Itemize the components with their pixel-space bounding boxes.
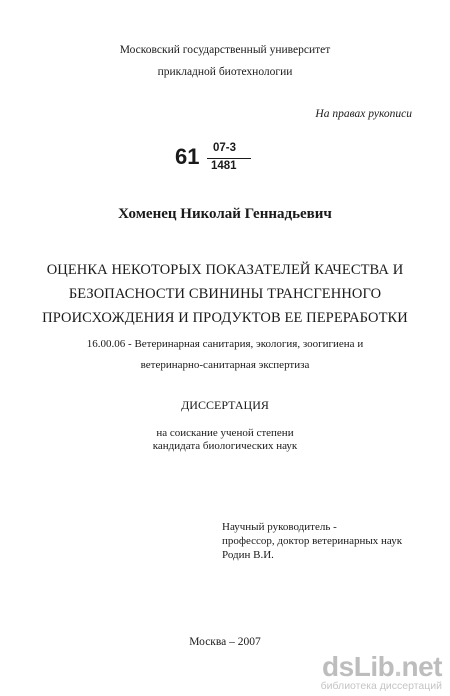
catalog-number-denominator: 1481 — [211, 160, 237, 172]
dslib-logo — [321, 652, 442, 682]
title-line-3: ПРОИСХОЖДЕНИЯ И ПРОДУКТОВ ЕЕ ПЕРЕРАБОТКИ — [42, 310, 408, 326]
degree-line-2: кандидата биологических наук — [152, 440, 298, 452]
watermark-tagline: библиотека диссертаций — [320, 680, 442, 692]
dslib-watermark[interactable] — [321, 652, 442, 692]
logo-main: dsLib — [322, 651, 395, 682]
institution-line-2: прикладной биотехнологии — [157, 66, 293, 78]
degree-line-1: на соискание ученой степени — [156, 427, 294, 439]
logo-tld: net — [401, 651, 442, 682]
supervisor-line-1: Научный руководитель - — [222, 521, 337, 533]
specialty-line-1: 16.00.06 - Ветеринарная санитария, экология, зоогигиена и — [86, 338, 364, 350]
supervisor-line-2: профессор, доктор ветеринарных наук — [222, 535, 403, 547]
author-name: Хоменец Николай Геннадьевич — [118, 206, 332, 222]
title-line-2: БЕЗОПАСНОСТИ СВИНИНЫ ТРАНСГЕННОГО — [68, 286, 382, 302]
title-line-1: ОЦЕНКА НЕКОТОРЫХ ПОКАЗАТЕЛЕЙ КАЧЕСТВА И — [46, 262, 404, 278]
supervisor-name: Родин В.И. — [222, 549, 274, 561]
catalog-number — [175, 142, 255, 176]
institution-line-1: Московский государственный университет — [119, 44, 331, 56]
logo-dot: . — [394, 651, 402, 682]
catalog-number-numerator: 07-3 — [213, 142, 237, 154]
city-year: Москва – 2007 — [189, 636, 261, 648]
document-type: ДИССЕРТАЦИЯ — [181, 398, 269, 412]
catalog-number-main: 61 — [175, 144, 200, 169]
catalog-number-fraction-line — [207, 158, 251, 159]
rights-note: На правах рукописи — [315, 108, 412, 120]
specialty-line-2: ветеринарно-санитарная экспертиза — [140, 359, 310, 371]
